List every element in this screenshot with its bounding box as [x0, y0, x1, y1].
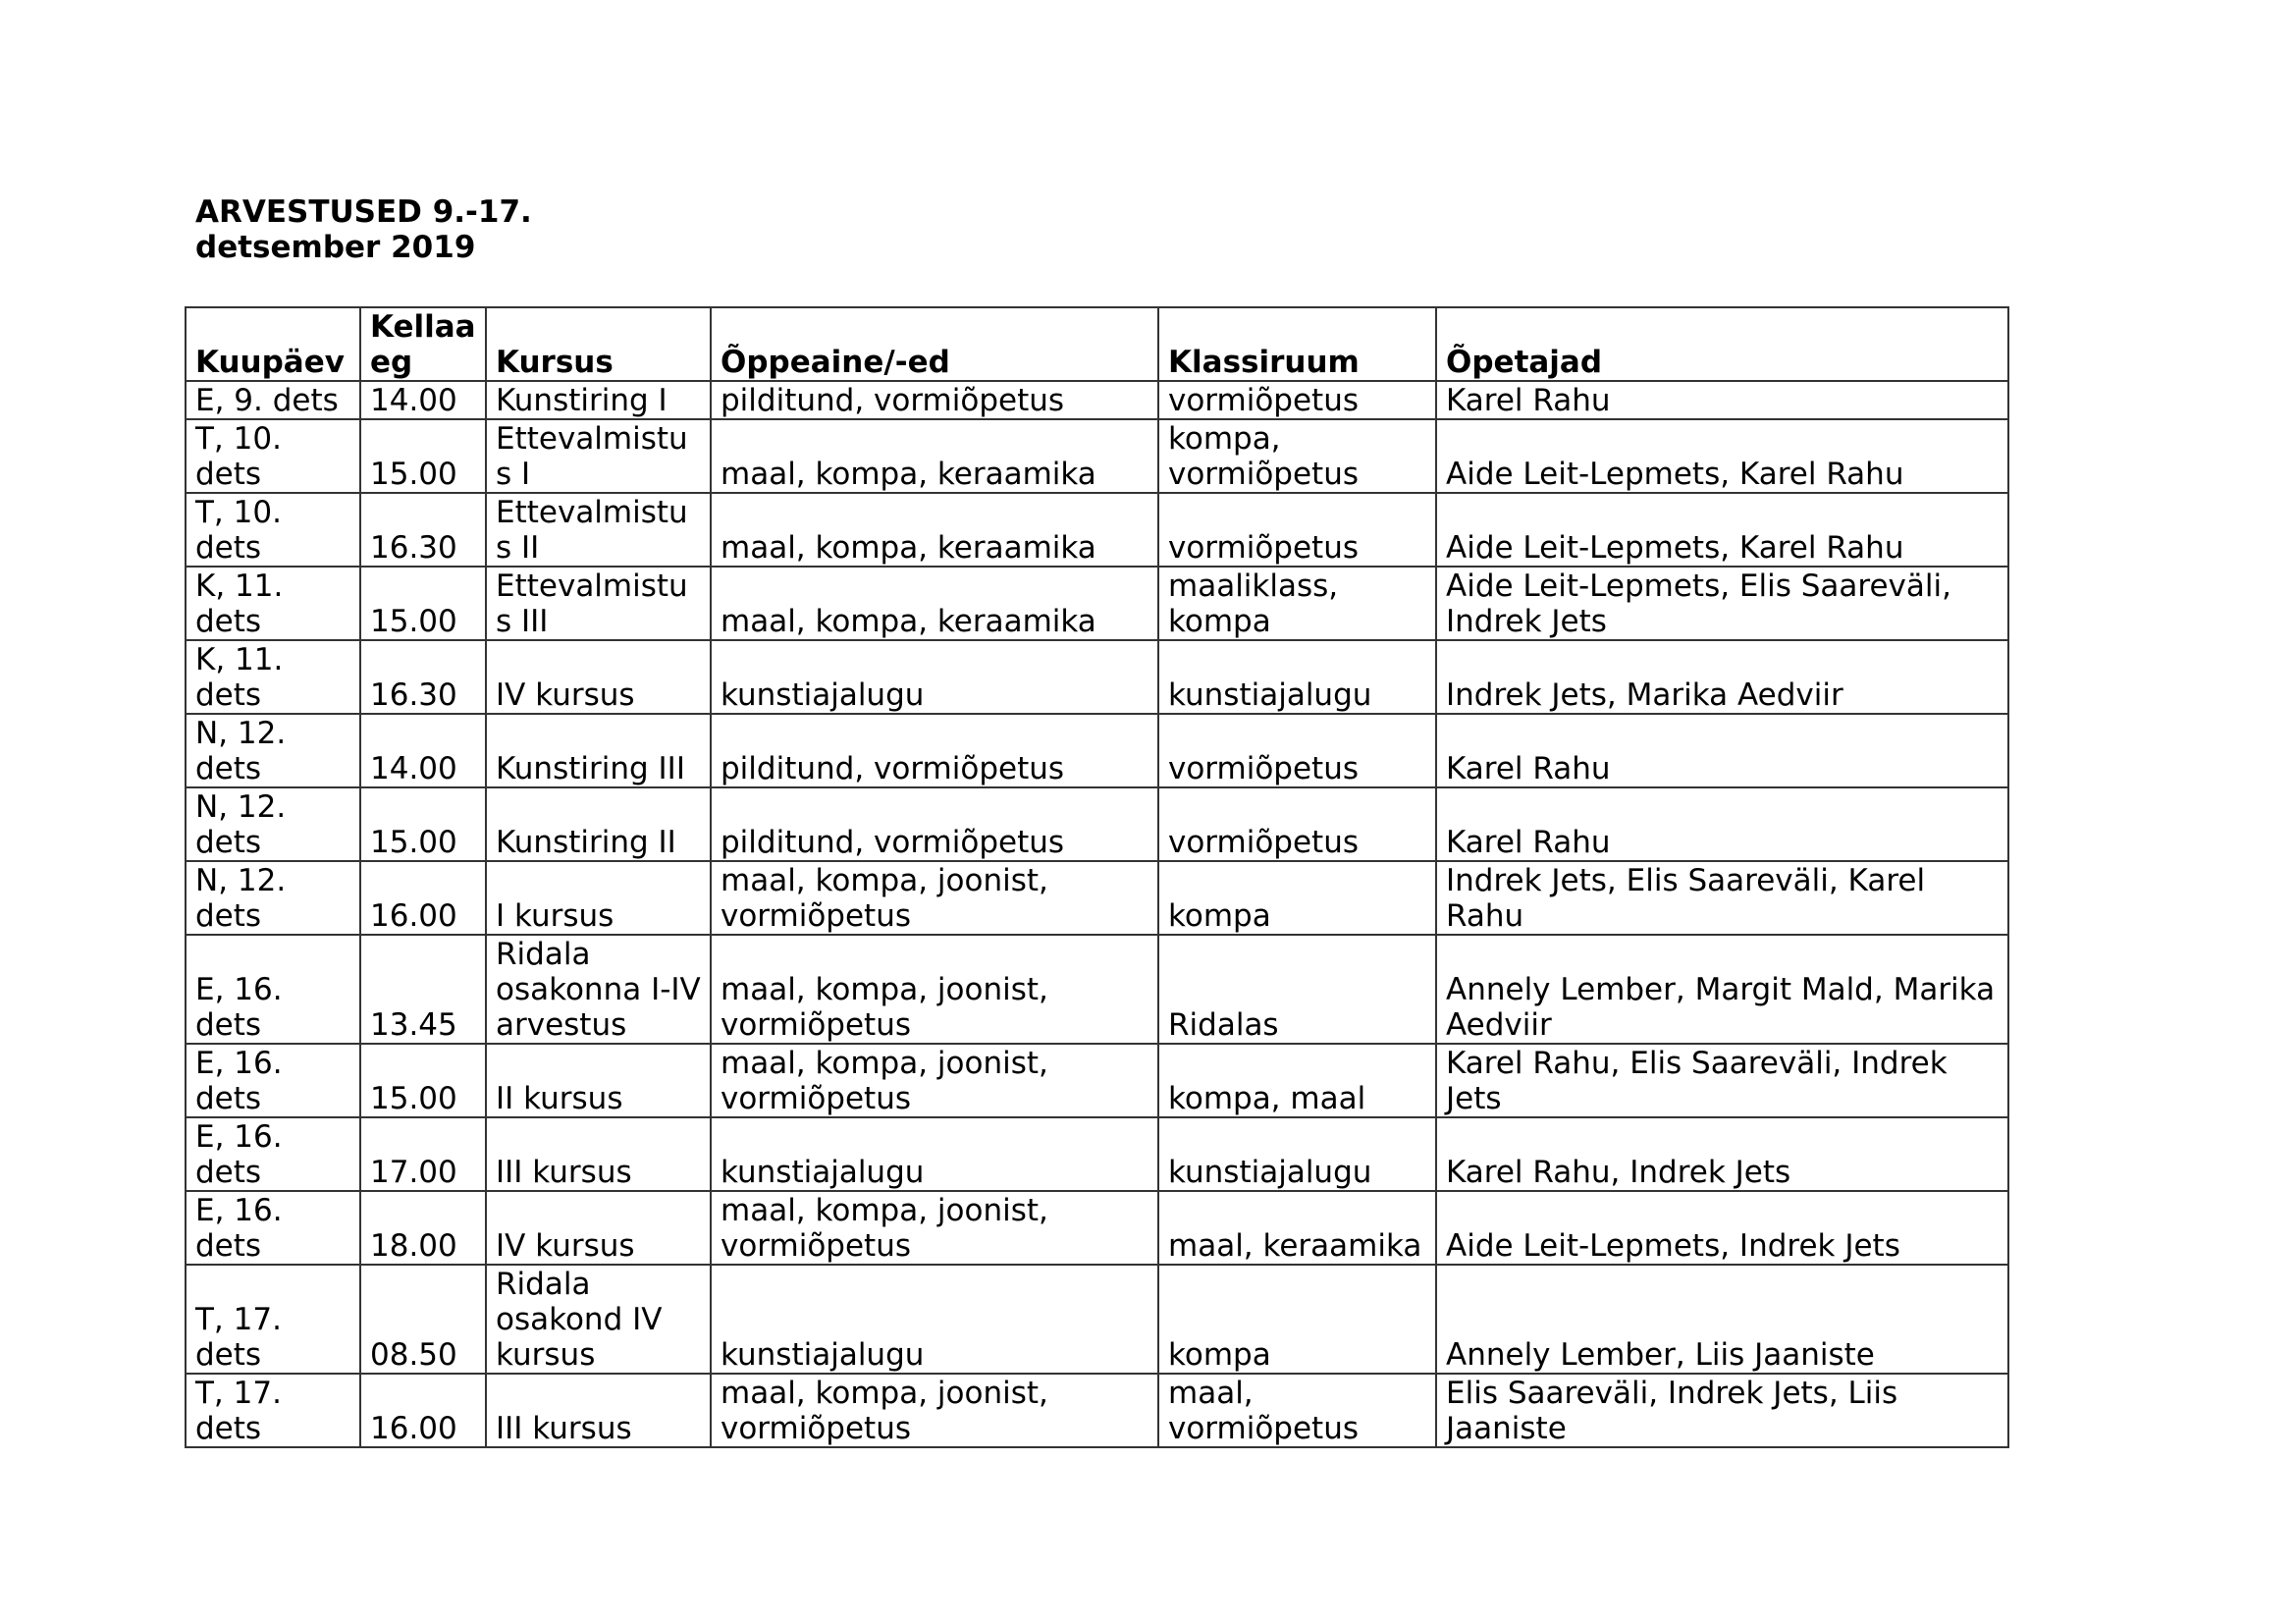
- cell-teachers: Karel Rahu: [1436, 714, 2008, 787]
- cell-course: IV kursus: [486, 640, 711, 714]
- table-row: [186, 1191, 2008, 1265]
- cell-course: Ridala osakond IV kursus: [486, 1265, 711, 1374]
- cell-course: Ridala osakonna I-IV arvestus: [486, 935, 711, 1044]
- cell-time: 18.00: [360, 1191, 486, 1265]
- cell-time: 16.00: [360, 861, 486, 935]
- cell-classroom: maaliklass, kompa: [1158, 567, 1436, 640]
- cell-teachers: Annely Lember, Margit Mald, Marika Aedviir: [1436, 935, 2008, 1044]
- cell-teachers: Karel Rahu, Elis Saareväli, Indrek Jets: [1436, 1044, 2008, 1117]
- table-row: [186, 787, 2008, 861]
- table-row: [186, 419, 2008, 493]
- header-teachers: Õpetajad: [1436, 307, 2008, 381]
- header-row: [186, 307, 2008, 381]
- cell-date: E, 16. dets: [186, 1191, 360, 1265]
- cell-subjects: maal, kompa, keraamika: [711, 419, 1158, 493]
- cell-date: N, 12. dets: [186, 714, 360, 787]
- cell-subjects: pilditund, vormiõpetus: [711, 714, 1158, 787]
- cell-subjects: maal, kompa, keraamika: [711, 567, 1158, 640]
- cell-date: E, 16. dets: [186, 935, 360, 1044]
- cell-date: E, 9. dets: [186, 381, 360, 419]
- table-row: [186, 567, 2008, 640]
- table-row: [186, 714, 2008, 787]
- cell-teachers: Karel Rahu: [1436, 381, 2008, 419]
- header-time: Kellaa eg: [360, 307, 486, 381]
- cell-subjects: kunstiajalugu: [711, 1117, 1158, 1191]
- schedule-body: [186, 381, 2008, 1447]
- cell-classroom: maal, vormiõpetus: [1158, 1374, 1436, 1447]
- cell-subjects: maal, kompa, joonist, vormiõpetus: [711, 935, 1158, 1044]
- cell-time: 16.30: [360, 640, 486, 714]
- cell-classroom: Ridalas: [1158, 935, 1436, 1044]
- cell-classroom: kompa, maal: [1158, 1044, 1436, 1117]
- cell-teachers: Indrek Jets, Marika Aedviir: [1436, 640, 2008, 714]
- cell-date: N, 12. dets: [186, 787, 360, 861]
- cell-classroom: kompa: [1158, 861, 1436, 935]
- cell-course: Kunstiring III: [486, 714, 711, 787]
- cell-time: 15.00: [360, 567, 486, 640]
- table-row: [186, 1265, 2008, 1374]
- header-course: Kursus: [486, 307, 711, 381]
- schedule-table: [185, 306, 2009, 1448]
- cell-teachers: Karel Rahu: [1436, 787, 2008, 861]
- cell-course: Ettevalmistu s II: [486, 493, 711, 567]
- cell-teachers: Aide Leit-Lepmets, Karel Rahu: [1436, 493, 2008, 567]
- cell-subjects: pilditund, vormiõpetus: [711, 381, 1158, 419]
- cell-teachers: Indrek Jets, Elis Saareväli, Karel Rahu: [1436, 861, 2008, 935]
- cell-classroom: maal, keraamika: [1158, 1191, 1436, 1265]
- cell-subjects: pilditund, vormiõpetus: [711, 787, 1158, 861]
- cell-subjects: maal, kompa, joonist, vormiõpetus: [711, 1044, 1158, 1117]
- cell-classroom: kunstiajalugu: [1158, 1117, 1436, 1191]
- cell-time: 13.45: [360, 935, 486, 1044]
- cell-date: T, 10. dets: [186, 493, 360, 567]
- table-row: [186, 1117, 2008, 1191]
- cell-time: 08.50: [360, 1265, 486, 1374]
- cell-time: 14.00: [360, 381, 486, 419]
- cell-classroom: vormiõpetus: [1158, 381, 1436, 419]
- cell-classroom: vormiõpetus: [1158, 714, 1436, 787]
- table-row: [186, 493, 2008, 567]
- header-classroom: Klassiruum: [1158, 307, 1436, 381]
- cell-course: III kursus: [486, 1374, 711, 1447]
- cell-time: 17.00: [360, 1117, 486, 1191]
- cell-teachers: Aide Leit-Lepmets, Elis Saareväli, Indrek Jets: [1436, 567, 2008, 640]
- cell-date: N, 12. dets: [186, 861, 360, 935]
- cell-classroom: kunstiajalugu: [1158, 640, 1436, 714]
- table-row: [186, 861, 2008, 935]
- cell-teachers: Annely Lember, Liis Jaaniste: [1436, 1265, 2008, 1374]
- cell-course: IV kursus: [486, 1191, 711, 1265]
- cell-date: T, 10. dets: [186, 419, 360, 493]
- cell-course: Ettevalmistu s III: [486, 567, 711, 640]
- cell-date: K, 11. dets: [186, 567, 360, 640]
- table-row: [186, 1374, 2008, 1447]
- cell-time: 15.00: [360, 787, 486, 861]
- cell-classroom: vormiõpetus: [1158, 493, 1436, 567]
- title-line-2: detsember 2019: [195, 230, 476, 265]
- cell-time: 16.30: [360, 493, 486, 567]
- cell-course: Ettevalmistu s I: [486, 419, 711, 493]
- cell-date: K, 11. dets: [186, 640, 360, 714]
- cell-subjects: maal, kompa, joonist, vormiõpetus: [711, 1191, 1158, 1265]
- cell-subjects: maal, kompa, joonist, vormiõpetus: [711, 1374, 1158, 1447]
- header-subjects: Õppeaine/-ed: [711, 307, 1158, 381]
- cell-course: III kursus: [486, 1117, 711, 1191]
- cell-teachers: Aide Leit-Lepmets, Karel Rahu: [1436, 419, 2008, 493]
- cell-subjects: kunstiajalugu: [711, 640, 1158, 714]
- cell-teachers: Elis Saareväli, Indrek Jets, Liis Jaaniste: [1436, 1374, 2008, 1447]
- cell-date: T, 17. dets: [186, 1374, 360, 1447]
- table-row: [186, 640, 2008, 714]
- cell-date: E, 16. dets: [186, 1117, 360, 1191]
- cell-time: 15.00: [360, 1044, 486, 1117]
- cell-course: I kursus: [486, 861, 711, 935]
- cell-teachers: Karel Rahu, Indrek Jets: [1436, 1117, 2008, 1191]
- cell-subjects: maal, kompa, joonist, vormiõpetus: [711, 861, 1158, 935]
- cell-classroom: kompa, vormiõpetus: [1158, 419, 1436, 493]
- title-line-1: ARVESTUSED 9.-17.: [195, 194, 532, 230]
- cell-teachers: Aide Leit-Lepmets, Indrek Jets: [1436, 1191, 2008, 1265]
- cell-subjects: maal, kompa, keraamika: [711, 493, 1158, 567]
- cell-classroom: kompa: [1158, 1265, 1436, 1374]
- cell-date: T, 17. dets: [186, 1265, 360, 1374]
- table-row: [186, 1044, 2008, 1117]
- table-row: [186, 935, 2008, 1044]
- cell-time: 15.00: [360, 419, 486, 493]
- header-date: Kuupäev: [186, 307, 360, 381]
- document-title: [195, 194, 532, 265]
- cell-date: E, 16. dets: [186, 1044, 360, 1117]
- cell-time: 14.00: [360, 714, 486, 787]
- cell-time: 16.00: [360, 1374, 486, 1447]
- cell-course: II kursus: [486, 1044, 711, 1117]
- cell-subjects: kunstiajalugu: [711, 1265, 1158, 1374]
- table-row: [186, 381, 2008, 419]
- cell-classroom: vormiõpetus: [1158, 787, 1436, 861]
- cell-course: Kunstiring I: [486, 381, 711, 419]
- cell-course: Kunstiring II: [486, 787, 711, 861]
